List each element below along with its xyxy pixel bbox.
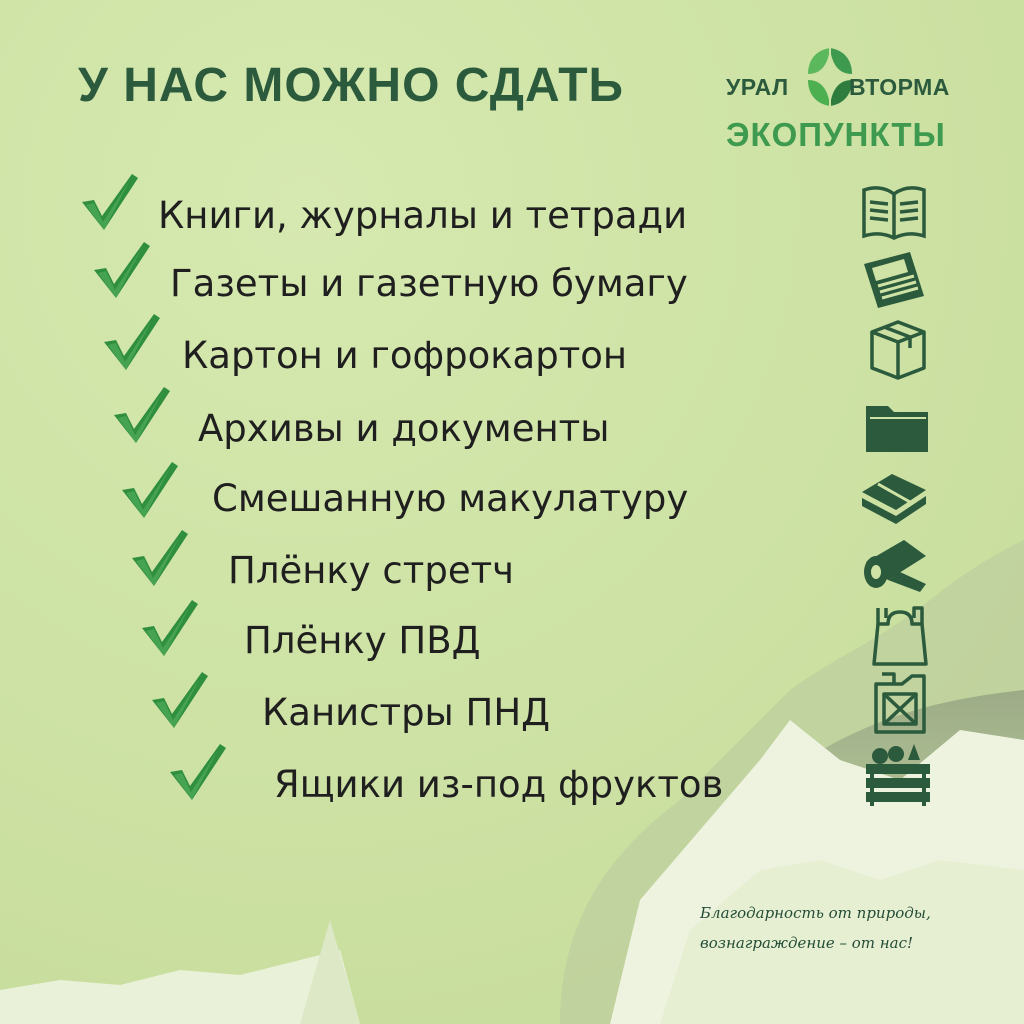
checkmark-icon	[102, 312, 162, 372]
page-title: У НАС МОЖНО СДАТЬ	[78, 59, 625, 112]
list-item-label: Картон и гофрокартон	[182, 334, 628, 377]
checkmark-icon	[120, 460, 180, 520]
footer-line-2: вознаграждение – от нас!	[700, 934, 914, 952]
checkmark-icon	[168, 742, 228, 802]
film-roll-icon	[860, 532, 932, 600]
logo-subtitle: ЭКОПУНКТЫ	[726, 116, 946, 153]
list-item-label: Архивы и документы	[198, 407, 610, 450]
list-item-label: Плёнку ПВД	[244, 619, 481, 662]
newspaper-icon	[858, 246, 930, 314]
canister-icon	[862, 670, 934, 738]
footer-line-1: Благодарность от природы,	[700, 904, 931, 922]
plastic-bag-icon	[864, 602, 936, 670]
list-item-label: Газеты и газетную бумагу	[170, 262, 688, 305]
logo-word-left: УРАЛ	[726, 74, 789, 100]
brand-logo	[724, 46, 954, 156]
book-icon	[858, 178, 930, 246]
list-item-label: Книги, журналы и тетради	[158, 194, 688, 237]
list-item-label: Плёнку стретч	[228, 549, 514, 592]
checkmark-icon	[80, 172, 140, 232]
list-item-label: Канистры ПНД	[262, 691, 551, 734]
folder-icon	[862, 392, 934, 460]
checkmark-icon	[92, 240, 152, 300]
checkmark-icon	[140, 598, 200, 658]
footer-slogan	[700, 898, 1000, 958]
list-item-label: Смешанную макулатуру	[212, 477, 689, 520]
list-item-label: Ящики из-под фруктов	[274, 763, 724, 806]
fruit-crate-icon	[862, 742, 934, 810]
paper-bundle-icon	[858, 462, 930, 530]
checkmark-icon	[130, 528, 190, 588]
checkmark-icon	[112, 385, 172, 445]
cardboard-box-icon	[862, 316, 934, 384]
checkmark-icon	[150, 670, 210, 730]
logo-word-right: ВТОРМА	[849, 74, 950, 100]
